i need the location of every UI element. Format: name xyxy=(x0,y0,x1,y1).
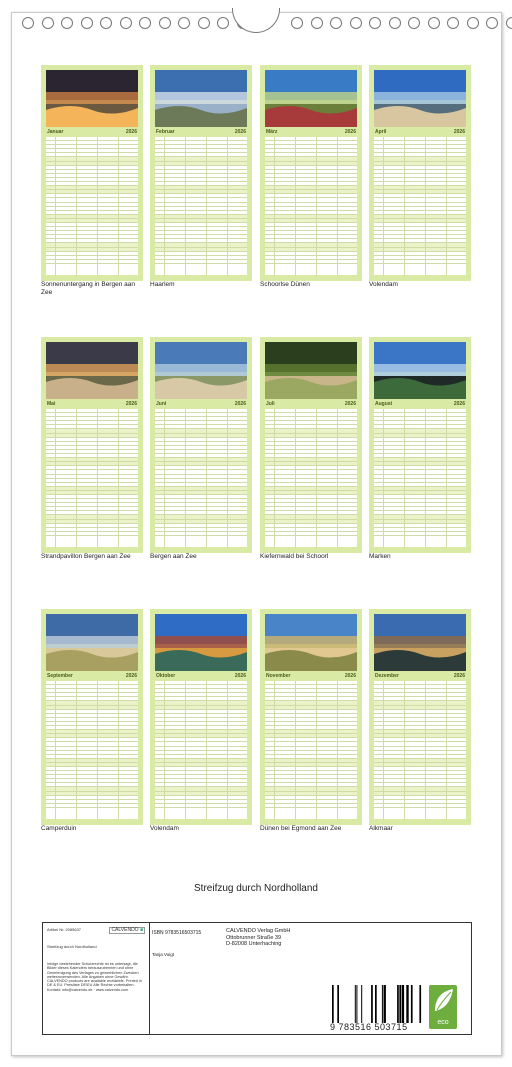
month-card xyxy=(41,609,143,824)
month-header xyxy=(374,673,466,679)
photo-caption: Sonnenuntergang in Bergen aan Zee xyxy=(41,281,135,296)
month-year: 2026 xyxy=(234,673,246,679)
month-year: 2026 xyxy=(344,673,356,679)
month-card xyxy=(150,609,252,824)
month-name: Oktober xyxy=(156,673,176,679)
month-photo xyxy=(374,70,466,127)
day-row xyxy=(46,260,138,264)
info-left xyxy=(43,923,149,1036)
month-name: Juni xyxy=(156,401,167,407)
month-year: 2026 xyxy=(453,401,465,407)
day-row xyxy=(155,804,247,808)
day-grid xyxy=(155,681,247,819)
month-year: 2026 xyxy=(234,401,246,407)
binding-hole xyxy=(120,17,132,29)
month-photo xyxy=(265,70,357,127)
month-photo xyxy=(265,614,357,671)
binding-hole xyxy=(159,17,171,29)
article-number: Artikel Nr. 2085637 xyxy=(47,927,82,932)
photo-caption: Dünen bei Egmond aan Zee xyxy=(260,825,342,832)
binding-hole xyxy=(139,17,151,29)
month-card xyxy=(41,65,143,280)
binding-hole xyxy=(291,17,303,29)
binding-hole xyxy=(217,17,229,29)
binding-hole xyxy=(447,17,459,29)
day-row xyxy=(46,804,138,808)
binding-hole xyxy=(100,17,112,29)
month-header xyxy=(155,401,247,407)
day-grid xyxy=(155,409,247,547)
day-row xyxy=(46,532,138,536)
photo-caption: Volendam xyxy=(150,825,179,832)
month-photo xyxy=(46,70,138,127)
day-grid xyxy=(265,409,357,547)
month-name: Mai xyxy=(47,401,56,407)
photo-caption: Alkmaar xyxy=(369,825,393,832)
month-card xyxy=(369,65,471,280)
month-photo xyxy=(46,614,138,671)
month-header xyxy=(265,673,357,679)
month-photo xyxy=(374,614,466,671)
month-year: 2026 xyxy=(125,673,137,679)
photo-caption: Haarlem xyxy=(150,281,175,288)
day-row xyxy=(374,260,466,264)
month-card xyxy=(150,337,252,552)
month-header xyxy=(265,401,357,407)
binding-hole xyxy=(311,17,323,29)
barcode xyxy=(332,985,424,1023)
month-year: 2026 xyxy=(125,129,137,135)
divider xyxy=(149,923,150,1034)
photo-caption: Kiefernwald bei Schoorl xyxy=(260,553,329,560)
binding-hole xyxy=(42,17,54,29)
month-year: 2026 xyxy=(234,129,246,135)
month-photo xyxy=(374,342,466,399)
month-card xyxy=(150,65,252,280)
month-photo xyxy=(155,70,247,127)
month-name: Juli xyxy=(266,401,275,407)
day-grid xyxy=(46,681,138,819)
month-year: 2026 xyxy=(453,129,465,135)
month-year: 2026 xyxy=(453,673,465,679)
month-year: 2026 xyxy=(125,401,137,407)
binding-hole xyxy=(486,17,498,29)
binding-hole xyxy=(467,17,479,29)
day-grid xyxy=(374,681,466,819)
binding-hole xyxy=(408,17,420,29)
month-header xyxy=(155,129,247,135)
month-header xyxy=(155,673,247,679)
info-box xyxy=(42,922,472,1035)
month-name: Februar xyxy=(156,129,175,135)
binding-hole xyxy=(428,17,440,29)
month-name: September xyxy=(47,673,73,679)
month-header xyxy=(374,129,466,135)
month-name: Dezember xyxy=(375,673,399,679)
photo-caption: Bergen aan Zee xyxy=(150,553,197,560)
day-row xyxy=(265,260,357,264)
day-row xyxy=(155,532,247,536)
month-card xyxy=(369,609,471,824)
author: Tanja Voigt xyxy=(152,952,175,957)
day-row xyxy=(265,532,357,536)
day-grid xyxy=(46,409,138,547)
month-card xyxy=(260,337,362,552)
month-name: April xyxy=(375,129,387,135)
series-title: Streifzug durch Nordholland xyxy=(47,944,97,949)
binding-hole xyxy=(22,17,34,29)
photo-caption: Strandpavillon Bergen aan Zee xyxy=(41,553,131,560)
day-grid xyxy=(155,137,247,275)
binding-hole xyxy=(389,17,401,29)
month-header xyxy=(46,129,138,135)
month-photo xyxy=(46,342,138,399)
photo-caption: Schoorlse Dünen xyxy=(260,281,310,288)
month-header xyxy=(374,401,466,407)
day-grid xyxy=(46,137,138,275)
day-row xyxy=(374,532,466,536)
calendar-title: Streifzug durch Nordholland xyxy=(194,883,318,894)
day-grid xyxy=(374,137,466,275)
binding-hole xyxy=(506,17,512,29)
month-card xyxy=(260,65,362,280)
barcode-number: 9 783516 503715 xyxy=(330,1022,408,1032)
month-photo xyxy=(265,342,357,399)
month-header xyxy=(265,129,357,135)
photo-caption: Camperduin xyxy=(41,825,77,832)
month-photo xyxy=(155,614,247,671)
month-card xyxy=(369,337,471,552)
month-card xyxy=(260,609,362,824)
month-header xyxy=(46,401,138,407)
leaf-icon xyxy=(429,985,457,1017)
binding-hole xyxy=(61,17,73,29)
binding-hole xyxy=(330,17,342,29)
legal-text: Infolge bestehender Schutzrechte ist es untersagt, die Bilder dieses Kalenders herauszutrennen und ohne Genehmigung des Verlages zu gewerblichen Zwecken weiterzuverwenden. Alle Angaben ohne Gewähr. CALVENDO products are available worldwide. Printed in DE & EU. Preisliste DE/EU Alle Rechte vorbehalten. Kontakt: info@calvendo.de · www.calvendo.com xyxy=(47,962,142,992)
month-header xyxy=(46,673,138,679)
month-photo xyxy=(155,342,247,399)
month-card xyxy=(41,337,143,552)
binding-hole xyxy=(178,17,190,29)
photo-caption: Marken xyxy=(369,553,391,560)
photo-caption: Volendam xyxy=(369,281,398,288)
binding-hole xyxy=(369,17,381,29)
binding-hole xyxy=(198,17,210,29)
eco-logo: eco xyxy=(429,985,457,1029)
binding-hole xyxy=(81,17,93,29)
month-name: August xyxy=(375,401,393,407)
publisher-address: CALVENDO Verlag GmbH Ottobrunner Straße 39 D-82008 Unterhaching xyxy=(226,928,291,947)
day-grid xyxy=(265,137,357,275)
month-name: November xyxy=(266,673,291,679)
month-name: März xyxy=(266,129,278,135)
binding-hole xyxy=(350,17,362,29)
month-year: 2026 xyxy=(344,129,356,135)
month-name: Januar xyxy=(47,129,64,135)
calvendo-logo: CALVENDO ■ xyxy=(111,927,143,933)
month-year: 2026 xyxy=(344,401,356,407)
day-row xyxy=(265,804,357,808)
day-row xyxy=(374,804,466,808)
day-grid xyxy=(265,681,357,819)
isbn: ISBN 9783516503715 xyxy=(152,930,202,936)
day-grid xyxy=(374,409,466,547)
day-row xyxy=(155,260,247,264)
